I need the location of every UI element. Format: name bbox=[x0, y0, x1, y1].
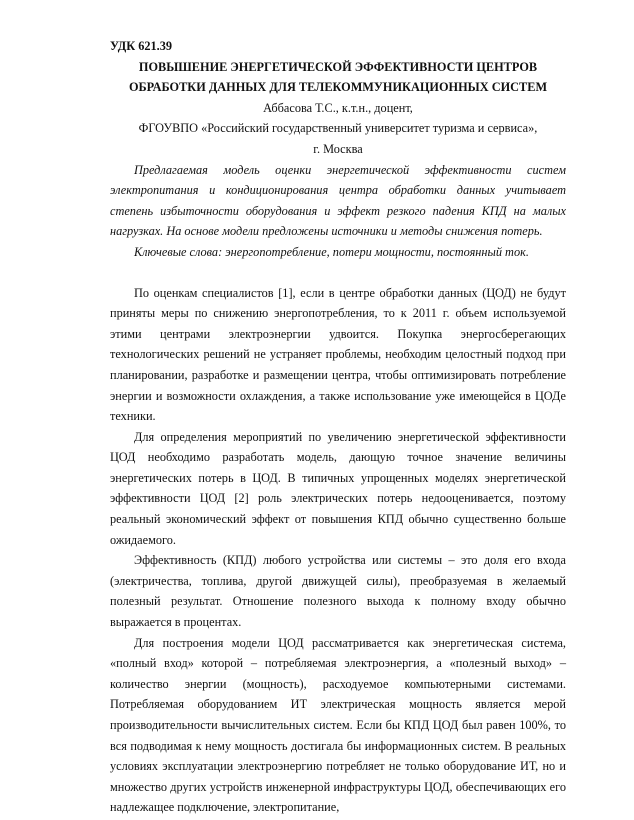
udk-code: УДК 621.39 bbox=[110, 39, 173, 53]
paragraph-4: Для построения модели ЦОД рассматривается как энергетическая система, «полный вход» которой – потребляемая электроэнергия, а «полезный выход» – количество энергии (мощность), расходуемое компьютерными системами. Потребляемая оборудованием ИТ электрическая мощность является мерой производительности вычислительных систем. Если бы КПД ЦОД был равен 100%, то вся подводимая к нему мощность достигала бы информационных систем. В реальных условиях эксплуатации электроэнергию потребляет не только оборудование ИТ, но и множество других устройств инженерной инфраструктуры ЦОД, обеспечивающих его надлежащее подключение, электропитание, bbox=[110, 635, 566, 815]
document-page bbox=[110, 36, 566, 818]
keywords: Ключевые слова: энергопотребление, потери мощности, постоянный ток. bbox=[134, 244, 529, 259]
title-line-1: ПОВЫШЕНИЕ ЭНЕРГЕТИЧЕСКОЙ ЭФФЕКТИВНОСТИ ЦЕНТРОВ bbox=[138, 59, 538, 74]
author: Аббасова Т.С., к.т.н., доцент, bbox=[263, 100, 413, 115]
paragraph-1: По оценкам специалистов [1], если в центре обработки данных (ЦОД) не будут приняты меры по снижению энергопотребления, то к 2011 г. объем используемой этими центрами электроэнергии удвоится. Покупка энергосберегающих технологических решений не устраняет проблемы, необходим целостный подход при планировании, разработке и размещении центра, чтобы оптимизировать потребление энергии и возможности охлаждения, а также использование уже имеющейся в ЦОДе техники. bbox=[110, 285, 566, 424]
affiliation: ФГОУВПО «Российский государственный университет туризма и сервиса», bbox=[138, 121, 538, 136]
city: г. Москва bbox=[313, 141, 363, 156]
paragraph-3: Эффективность (КПД) любого устройства или системы – это доля его входа (электричества, топлива, другой движущей силы), преобразуемая в желаемый полезный результат. Отношение полезного выхода к полному входу обычно выражается в процентах. bbox=[110, 553, 566, 630]
paragraph-2: Для определения мероприятий по увеличению энергетической эффективности ЦОД необходимо разработать модель, дающую точное значение величины энергетических потерь в ЦОД. В типичных упрощенных моделях энергетической эффективности ЦОД [2] роль электрических потерь недооценивается, поэтому реальный экономический эффект от повышения КПД обычно существенно больше ожидаемого. bbox=[110, 429, 566, 547]
section-gap bbox=[110, 263, 566, 283]
abstract: Предлагаемая модель оценки энергетической эффективности систем электропитания и кондиционирования центра обработки данных учитывает степень избыточности оборудования и эффект резкого падения КПД на малых нагрузках. На основе модели предложены источники и методы снижения потерь. bbox=[110, 162, 566, 239]
title-line-2: ОБРАБОТКИ ДАННЫХ ДЛЯ ТЕЛЕКОММУНИКАЦИОННЫХ СИСТЕМ bbox=[128, 80, 548, 95]
